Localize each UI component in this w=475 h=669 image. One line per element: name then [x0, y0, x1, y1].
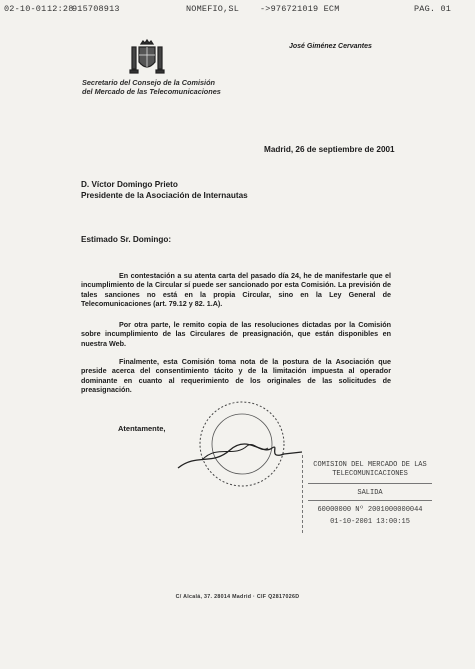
fax-date: 02-10-01 — [4, 4, 47, 14]
paragraph-2: Por otra parte, le remito copia de las resoluciones dictadas por la Comisión sobre incumplimiento de las Circulares de preasignación, que están disponibles en nuestra Web. — [81, 320, 391, 348]
paragraph-1: En contestación a su atenta carta del pasado día 24, he de manifestarle que el incumplimiento de la Circular sí puede ser sancionado por esta Comisión. La previsión de tales sanciones no está en la propia Circular, sino en la Ley General de Telecomunicaciones (art. 79.12 y 82. 1.A). — [81, 271, 391, 309]
fax-sender-id: NOMEFIO,SL — [186, 4, 240, 14]
department-line-1: Secretario del Consejo de la Comisión — [82, 78, 216, 87]
footer-address: C/ Alcalá, 37. 28014 Madrid · CIF Q2817026D — [175, 594, 300, 600]
closing: Atentamente, — [118, 424, 166, 433]
stamp-line-2: TELECOMUNICACIONES — [332, 470, 408, 478]
fax-time: 12:28 — [47, 4, 74, 14]
salutation: Estimado Sr. Domingo: — [81, 235, 172, 244]
stamp-line-1: COMISION DEL MERCADO DE LAS — [313, 461, 427, 469]
fax-to-number: ->976721019 ECM — [260, 4, 340, 14]
stamp-line-4: 60000000 Nº 2001000000044 — [317, 506, 423, 514]
department-line-2: del Mercado de las Telecomunicaciones — [82, 87, 221, 96]
letter-date: Madrid, 26 de septiembre de 2001 — [264, 145, 395, 154]
sender-name: José Giménez Cervantes — [289, 43, 372, 50]
fax-page: PAG. 01 — [414, 4, 452, 14]
department-block — [82, 78, 221, 96]
recipient-title: Presidente de la Asociación de Internautas — [81, 190, 248, 200]
paragraph-3: Finalmente, esta Comisión toma nota de la postura de la Asociación que preside acerca del consentimiento tácito y de la limitación impuesta al operador dominante en cuanto al requerimiento de los originales de las solicitudes de preasignación. — [81, 357, 391, 395]
coat-of-arms-icon — [127, 38, 167, 78]
stamp-divider — [308, 483, 432, 484]
stamp-divider — [308, 500, 432, 501]
registry-stamp — [302, 455, 438, 533]
stamp-line-3: SALIDA — [357, 489, 383, 497]
fax-from-number: 915708913 — [72, 4, 120, 14]
recipient-block — [81, 180, 248, 201]
official-seal-with-signature — [172, 398, 312, 493]
recipient-name: D. Víctor Domingo Prieto — [81, 180, 178, 189]
stamp-line-5: 01-10-2001 13:00:15 — [330, 518, 410, 526]
